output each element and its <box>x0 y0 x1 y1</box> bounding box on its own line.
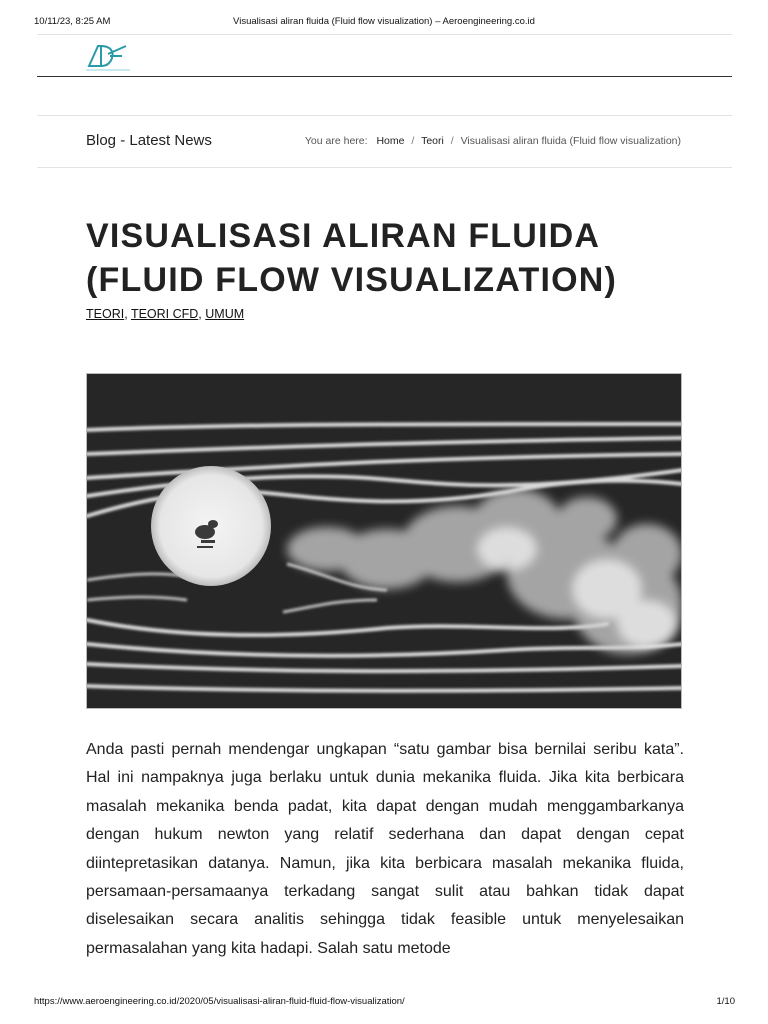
header-bottom-divider <box>37 76 732 77</box>
breadcrumb-separator: / <box>450 135 454 147</box>
post-categories <box>86 307 244 321</box>
breadcrumb-category-link[interactable]: Teori <box>421 135 444 147</box>
flow-visualization-image <box>86 373 682 709</box>
print-url: https://www.aeroengineering.co.id/2020/05/visualisasi-aliran-fluid-fluid-flow-visualization/ <box>34 996 405 1007</box>
header-top-divider <box>37 34 732 35</box>
site-logo-mark <box>86 42 132 74</box>
breadcrumb-home-link[interactable]: Home <box>376 135 405 147</box>
post-body-paragraph: Anda pasti pernah mendengar ungkapan “satu gambar bisa bernilai seribu kata”. Hal ini nampaknya juga berlaku untuk dunia mekanika fluida. Jika kita berbicara masalah mekanika benda padat, kita dapat dengan mudah menggambarkanya dengan hukum newton yang relatif sederhana dan dapat dengan cepat diintepretasikan datanya. Namun, jika kita berbicara masalah mekanika fluida, persamaan-persamaanya terkadang sangat sulit atau bahkan tidak dapat diselesaikan secara analitis sehingga tidak feasible untuk menyelesaikan permasalahan yang kita hadapi. Salah satu metode <box>86 741 684 957</box>
breadcrumb-separator: / <box>411 135 415 147</box>
titlebar-bottom-divider <box>37 167 732 168</box>
category-link-umum[interactable]: UMUM <box>205 307 245 321</box>
breadcrumb <box>305 135 681 147</box>
breadcrumb-prefix: You are here: <box>304 135 368 147</box>
site-logo[interactable] <box>86 42 132 74</box>
category-link-teori[interactable]: TEORI <box>86 307 125 321</box>
print-doc-title: Visualisasi aliran fluida (Fluid flow visualization) – Aeroengineering.co.id <box>233 16 535 27</box>
category-separator: , <box>124 307 131 321</box>
titlebar-top-divider <box>37 115 732 116</box>
category-separator: , <box>198 307 206 321</box>
print-header <box>0 16 768 30</box>
print-page-number: 1/10 <box>716 996 735 1007</box>
flow-visualization-photo <box>87 374 682 709</box>
print-datetime: 10/11/23, 8:25 AM <box>34 16 111 27</box>
category-link-teori-cfd[interactable]: TEORI CFD <box>130 307 199 321</box>
blog-title: Blog - Latest News <box>86 132 212 149</box>
post-title: VISUALISASI ALIRAN FLUIDA (FLUID FLOW VISUALIZATION) <box>86 217 618 299</box>
breadcrumb-current: Visualisasi aliran fluida (Fluid flow visualization) <box>460 135 681 147</box>
